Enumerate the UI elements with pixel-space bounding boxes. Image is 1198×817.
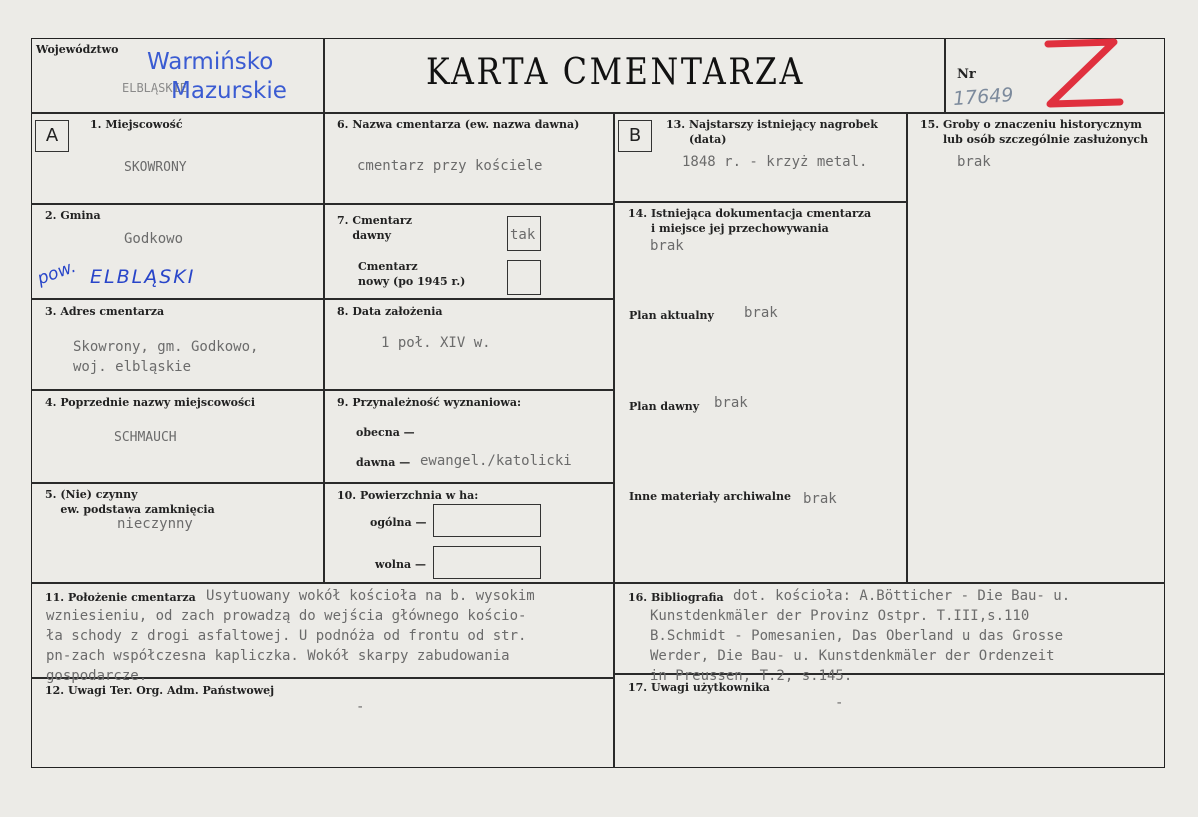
plan-aktualny-value: brak <box>744 305 778 321</box>
field-2-label: 2. Gmina <box>45 209 101 222</box>
card-title: KARTA CMENTARZA <box>426 52 806 93</box>
field-9-dawna-value: ewangel./katolicki <box>420 453 572 469</box>
divider <box>614 201 906 203</box>
field-13-value: 1848 r. - krzyż metal. <box>682 154 868 170</box>
field-8-label: 8. Data założenia <box>337 305 443 318</box>
plan-dawny-label: Plan dawny <box>629 400 700 413</box>
divider <box>31 389 613 391</box>
z-mark-icon <box>1036 36 1126 110</box>
field-10-wolna-label: wolna — <box>375 558 426 571</box>
field-7-nowy-label: Cmentarz nowy (po 1945 r.) <box>358 260 466 288</box>
field-1-label: 1. Miejscowość <box>90 118 183 131</box>
field-14-value: brak <box>650 238 684 254</box>
field-7-dawny-value: tak <box>510 227 536 243</box>
field-5-label: 5. (Nie) czynny ew. podstawa zamknięcia <box>45 488 215 516</box>
field-14-label: 14. Istniejąca dokumentacja cmentarza i miejsce jej przechowywania <box>628 207 872 235</box>
divider <box>944 38 946 113</box>
field-16-value-line1: dot. kościoła: A.Bötticher - Die Bau- u. <box>733 588 1071 604</box>
field-5-value: nieczynny <box>117 516 193 532</box>
stamp-line-2: Mazurskie <box>171 78 287 104</box>
field-9-dawna-label: dawna — <box>356 456 411 469</box>
field-16-value: Kunstdenkmäler der Provinz Ostpr. T.III,s.110 B.Schmidt - Pomesanien, Das Oberland u das Grosse Werder, Die Bau- u. Kunstdenkmäler der Ordenzeit in Preussen, T.2, s.145. <box>650 608 1064 684</box>
field-12-value: - <box>356 699 365 715</box>
section-a-marker: A <box>35 120 69 152</box>
wojewodztwo-label: Województwo <box>36 43 119 56</box>
field-11-label: 11. Położenie cmentarza <box>45 591 196 604</box>
field-10-ogolna-box <box>433 504 541 537</box>
divider <box>31 482 613 484</box>
field-2-powiat-handwritten: ELBLĄSKI <box>90 266 196 288</box>
field-3-value: Skowrony, gm. Godkowo, woj. elbląskie <box>73 339 259 375</box>
field-6-label: 6. Nazwa cmentarza (ew. nazwa dawna) <box>337 118 580 131</box>
field-2-pow-handwritten: pow. <box>34 256 79 290</box>
field-9-obecna-label: obecna — <box>356 426 415 439</box>
divider <box>31 203 613 205</box>
field-3-label: 3. Adres cmentarza <box>45 305 165 318</box>
field-6-value: cmentarz przy kościele <box>357 158 543 174</box>
divider <box>613 112 615 768</box>
field-7-label: 7. Cmentarz dawny <box>337 214 412 242</box>
field-17-label: 17. Uwagi użytkownika <box>628 681 770 694</box>
field-1-value: SKOWRONY <box>124 160 187 175</box>
divider <box>31 582 1165 584</box>
field-16-label: 16. Bibliografia <box>628 591 724 604</box>
section-b-marker: B <box>618 120 652 152</box>
field-7-nowy-checkbox <box>507 260 541 295</box>
field-13-label: 13. Najstarszy istniejący nagrobek (data) <box>666 118 878 146</box>
field-15-value: brak <box>957 154 991 170</box>
divider <box>31 298 613 300</box>
field-4-label: 4. Poprzednie nazwy miejscowości <box>45 396 256 409</box>
field-10-label: 10. Powierzchnia w ha: <box>337 489 479 502</box>
nr-label: Nr <box>957 67 976 82</box>
field-15-label: 15. Groby o znaczeniu historycznym lub osób szczególnie zasłużonych <box>920 118 1149 146</box>
field-11-value-line1: Usytuowany wokół kościoła na b. wysokim <box>206 588 535 604</box>
plan-dawny-value: brak <box>714 395 748 411</box>
record-number-handwritten: 17649 <box>952 83 1015 111</box>
region-stamp <box>133 45 323 115</box>
field-11-value: wzniesieniu, od zach prowadzą do wejścia głównego kościo- ła schody z drogi asfaltowej. U podnóża od frontu od str. pn-zach współczesna kapliczka. Wokół skarpy zabudowania gospodarcze. <box>46 608 527 684</box>
field-10-wolna-box <box>433 546 541 579</box>
field-10-ogolna-label: ogólna — <box>370 516 427 529</box>
inne-materialy-label: Inne materiały archiwalne <box>629 490 791 503</box>
wojewodztwo-typed-value: ELBLĄSKIE <box>122 81 188 95</box>
divider <box>906 112 908 582</box>
field-2-value: Godkowo <box>124 231 184 247</box>
field-9-label: 9. Przynależność wyznaniowa: <box>337 396 522 409</box>
inne-materialy-value: brak <box>803 491 837 507</box>
divider <box>323 38 325 582</box>
field-17-value: - <box>835 695 844 711</box>
stamp-line-1: Warmińsko <box>147 49 274 75</box>
field-12-label: 12. Uwagi Ter. Org. Adm. Państwowej <box>45 684 275 697</box>
plan-aktualny-label: Plan aktualny <box>629 309 714 322</box>
field-8-value: 1 poł. XIV w. <box>381 335 491 351</box>
field-4-value: SCHMAUCH <box>114 430 177 445</box>
